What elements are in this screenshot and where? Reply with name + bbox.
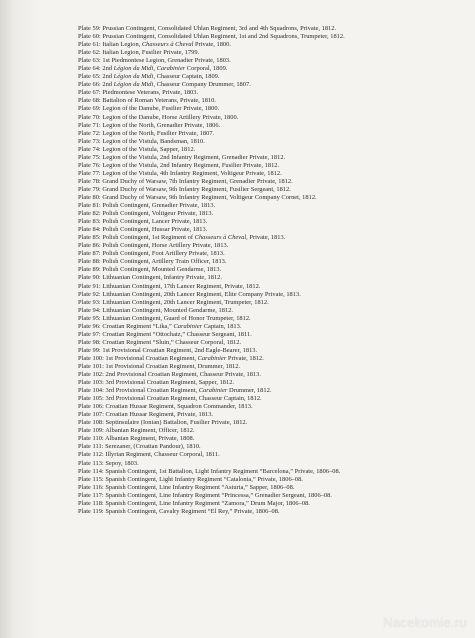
plate-entry (78, 154, 462, 162)
plate-entry (78, 65, 462, 73)
plate-entry (78, 492, 462, 500)
plate-entry (78, 81, 462, 89)
plate-number: Plate 89: (78, 266, 101, 274)
plate-caption-italic: Carabinier (156, 65, 186, 73)
plate-number: Plate 103: (78, 379, 104, 387)
plate-number: Plate 62: (78, 49, 101, 57)
plate-number: Plate 107: (78, 411, 104, 419)
plate-caption: 1st Piedmontese Legion, Grenadier Private, 1803. (100, 57, 231, 65)
plate-caption-italic: Légion du Midi (113, 81, 154, 89)
plate-number: Plate 83: (78, 218, 101, 226)
plate-caption: , Chasseur Company Drummer, 1807. (153, 81, 251, 89)
plate-number: Plate 66: (78, 81, 101, 89)
plate-caption: , Chasseur Captain, 1809. (153, 73, 220, 81)
plate-entry (78, 484, 462, 492)
plate-caption: Grand Duchy of Warsaw, 9th Infantry Regiment, Fusilier Sergeant, 1812. (100, 185, 291, 193)
plate-entry (78, 508, 462, 516)
plate-entry (78, 122, 462, 130)
plate-number: Plate 119: (78, 507, 104, 515)
plate-number: Plate 60: (78, 33, 101, 41)
plate-number: Plate 82: (78, 210, 101, 218)
watermark: Nacekomie.ru (383, 615, 467, 630)
plate-caption: 1st Provisional Croatian Regiment, Drummer, 1812. (103, 362, 241, 370)
plate-entry (78, 291, 462, 299)
plate-number: Plate 113: (78, 459, 104, 467)
plate-caption: 3rd Provisional Croatian Regiment, Chasseur Captain, 1812. (103, 395, 262, 403)
plate-entry (78, 57, 462, 65)
plate-entry (78, 41, 462, 49)
plate-caption: Piedmontese Veterans, Private, 1803. (100, 89, 199, 97)
plate-caption-italic: Légion du Midi (113, 73, 154, 81)
plate-number: Plate 109: (78, 427, 104, 435)
plate-caption: Private, 1800. (193, 41, 231, 49)
plate-caption: Spanish Contingent, Line Infantry Regiment “Asturia,” Sapper, 1806–08. (103, 483, 295, 491)
plate-entry (78, 355, 462, 363)
plate-entry (78, 25, 462, 33)
plate-caption: 1st Provisional Croatian Regiment, 2nd Eagle-Bearer, 1813. (100, 346, 258, 354)
plate-entry (78, 274, 462, 282)
plate-caption: Lithuanian Contingent, Mounted Gendarme, 1812. (100, 306, 234, 314)
plate-entry (78, 105, 462, 113)
plate-entry (78, 138, 462, 146)
plate-caption: 3rd Provisional Croatian Regiment, (103, 387, 199, 395)
plate-caption: Prussian Contingent, Consolidated Uhlan Regiment, 1st and 2nd Squadrons, Trumpeter, 1812. (100, 33, 345, 41)
plate-caption: Drummer, 1812. (227, 387, 272, 395)
plate-entry (78, 250, 462, 258)
plate-number: Plate 92: (78, 290, 101, 298)
plate-entry (78, 347, 462, 355)
plate-entry (78, 435, 462, 443)
plate-caption: Prussian Contingent, Consolidated Uhlan Regiment, 3rd and 4th Squadrons, Private, 1812. (100, 25, 337, 32)
plate-caption: Lithuanian Contingent, Guard of Honor Trumpeter, 1812. (100, 314, 251, 322)
plate-caption: Spanish Contingent, 1st Battalion, Light Infantry Regiment “Barcelona,” Private, 1806–08. (103, 467, 341, 475)
plate-caption-italic: Chasseurs à Cheval (194, 234, 247, 242)
plate-number: Plate 115: (78, 475, 104, 483)
plate-caption: Polish Contingent, Horse Artillery Private, 1813. (100, 242, 229, 250)
plate-caption: 1st Provisional Croatian Regiment, (103, 354, 198, 362)
plate-caption: Legion of the Vistula, 2nd Infantry Regiment, Grenadier Private, 1812. (100, 153, 286, 161)
plate-entry (78, 476, 462, 484)
plate-caption: 2nd (100, 73, 114, 81)
plate-entry (78, 130, 462, 138)
plate-number: Plate 110: (78, 435, 104, 443)
plate-number: Plate 69: (78, 105, 101, 113)
plate-entry (78, 460, 462, 468)
plate-caption: Polish Contingent, 1st Regiment of (100, 234, 195, 242)
plate-caption: Sepoy, 1803. (103, 459, 139, 467)
plate-number: Plate 112: (78, 451, 104, 459)
plate-caption: Corporal, 1809. (185, 65, 228, 73)
plate-entry (78, 315, 462, 323)
plate-entry (78, 331, 462, 339)
plate-caption-italic: Carabinier (173, 322, 203, 330)
plate-caption-italic: Chasseurs à Cheval (141, 41, 194, 49)
plate-caption: Albanian Regiment, Officer, 1812. (103, 427, 195, 435)
plate-entry (78, 419, 462, 427)
plate-number: Plate 93: (78, 298, 101, 306)
plate-caption: Polish Contingent, Lancer Private, 1813. (100, 218, 208, 226)
plate-number: Plate 65: (78, 73, 101, 81)
plate-entry (78, 194, 462, 202)
plate-entry (78, 395, 462, 403)
plate-entry (78, 363, 462, 371)
plate-caption: 2nd (100, 65, 114, 73)
plate-entry (78, 49, 462, 57)
plate-entry (78, 323, 462, 331)
plate-entry (78, 451, 462, 459)
plate-number: Plate 64: (78, 65, 101, 73)
plate-caption: Serezaner, (Croatian Pandour), 1810. (103, 443, 201, 451)
plate-number: Plate 108: (78, 419, 104, 427)
plate-number: Plate 63: (78, 57, 101, 65)
plate-number: Plate 67: (78, 89, 101, 97)
plate-entry (78, 186, 462, 194)
plate-entry (78, 242, 462, 250)
plate-number: Plate 71: (78, 121, 101, 129)
plate-number: Plate 105: (78, 395, 104, 403)
plate-caption: Legion of the Danube, Horse Artillery Private, 1800. (100, 113, 239, 121)
plate-caption: Lithuanian Contingent, 17th Lancer Regiment, Private, 1812. (100, 282, 261, 290)
plate-number: Plate 102: (78, 371, 104, 379)
plate-entry (78, 73, 462, 81)
plate-number: Plate 104: (78, 387, 104, 395)
plate-number: Plate 100: (78, 354, 104, 362)
plate-caption: Spanish Contingent, Cavalry Regiment “El Rey,” Private, 1806–08. (103, 507, 280, 515)
plate-caption-italic: Carabinier (197, 354, 227, 362)
plate-caption: Polish Contingent, Mounted Gendarme, 1813. (100, 266, 222, 274)
plate-entry (78, 283, 462, 291)
plate-list (78, 25, 462, 516)
plate-number: Plate 85: (78, 234, 101, 242)
plate-number: Plate 88: (78, 258, 101, 266)
plate-caption: Croatian Hussar Regiment, Squadron Commander, 1813. (103, 403, 253, 411)
plate-caption: Albanian Regiment, Private, 1808. (103, 435, 195, 443)
plate-caption: Polish Contingent, Voltigeur Private, 1813. (100, 210, 214, 218)
plate-caption: Legion of the Vistula, 4th Infantry Regiment, Voltigeur Private, 1812. (100, 169, 282, 177)
plate-number: Plate 99: (78, 346, 101, 354)
plate-entry (78, 33, 462, 41)
plate-number: Plate 84: (78, 226, 101, 234)
plate-number: Plate 77: (78, 169, 101, 177)
plate-caption: Polish Contingent, Artillery Train Officer, 1813. (100, 258, 227, 266)
plate-number: Plate 111: (78, 443, 104, 451)
plate-caption: Septinsulaire (Ionian) Battalion, Fusilier Private, 1812. (103, 419, 248, 427)
plate-entry (78, 387, 462, 395)
plate-number: Plate 97: (78, 330, 101, 338)
plate-caption: , Private, 1813. (246, 234, 286, 242)
plate-number: Plate 94: (78, 306, 101, 314)
plate-caption: Legion of the Vistula, Bandsman, 1810. (100, 137, 205, 145)
plate-caption: 3rd Provisional Croatian Regiment, Sapper, 1812. (103, 379, 235, 387)
plate-entry (78, 339, 462, 347)
plate-caption: Legion of the North, Grenadier Private, 1806. (100, 121, 221, 129)
plate-caption: Grand Duchy of Warsaw, 9th Infantry Regiment, Voltigeur Company Cornet, 1812. (100, 193, 317, 201)
plate-number: Plate 68: (78, 97, 101, 105)
plate-entry (78, 379, 462, 387)
plate-entry (78, 162, 462, 170)
plate-number: Plate 61: (78, 41, 101, 49)
plate-number: Plate 70: (78, 113, 101, 121)
plate-entry (78, 89, 462, 97)
plate-caption: Italian Legion, Fusilier Private, 1799. (100, 49, 200, 57)
plate-number: Plate 91: (78, 282, 101, 290)
plate-entry (78, 403, 462, 411)
plate-number: Plate 76: (78, 161, 101, 169)
plate-entry (78, 226, 462, 234)
plate-number: Plate 73: (78, 137, 101, 145)
plate-caption: 2nd Provisional Croatian Regiment, Chasseur Private, 1813. (103, 371, 261, 379)
plate-number: Plate 116: (78, 483, 104, 491)
plate-entry (78, 114, 462, 122)
plate-caption: Croatian Regiment “Lika,” (100, 322, 174, 330)
plate-caption: Croatian Regiment “Ottochatz,” Chasseur Sergeant, 1811. (100, 330, 252, 338)
plate-entry (78, 210, 462, 218)
plate-caption: Captain, 1813. (202, 322, 242, 330)
plate-caption: Legion of the North, Fusilier Private, 1807. (100, 129, 215, 137)
plate-number: Plate 75: (78, 153, 101, 161)
plate-caption: Grand Duchy of Warsaw, 7th Infantry Regiment, Grenadier Private, 1812. (100, 177, 293, 185)
plate-entry (78, 371, 462, 379)
plate-caption: Lithuanian Contingent, 20th Lancer Regiment, Trumpeter, 1812. (100, 298, 269, 306)
plate-entry (78, 468, 462, 476)
plate-entry (78, 202, 462, 210)
plate-number: Plate 106: (78, 403, 104, 411)
plate-number: Plate 101: (78, 362, 104, 370)
plate-caption: Polish Contingent, Hussar Private, 1813. (100, 226, 208, 234)
plate-entry (78, 170, 462, 178)
plate-number: Plate 96: (78, 322, 101, 330)
plate-number: Plate 114: (78, 467, 104, 475)
plate-entry (78, 299, 462, 307)
plate-entry (78, 500, 462, 508)
plate-caption: Croatian Hussar Regiment, Private, 1813. (103, 411, 214, 419)
plate-entry (78, 258, 462, 266)
plate-caption: Italian Legion, (100, 41, 142, 49)
plate-entry (78, 178, 462, 186)
plate-caption: Battalion of Roman Veterans, Private, 1810. (100, 97, 216, 105)
plate-caption: 2nd (100, 81, 114, 89)
plate-entry (78, 443, 462, 451)
plate-entry (78, 307, 462, 315)
plate-number: Plate 80: (78, 193, 101, 201)
plate-entry (78, 427, 462, 435)
plate-number: Plate 74: (78, 145, 101, 153)
plate-entry (78, 97, 462, 105)
plate-caption-italic: Légion du Midi (113, 65, 154, 73)
plate-caption-italic: Carabinier (198, 387, 228, 395)
plate-caption: Illyrian Regiment, Chasseur Corporal, 1811. (103, 451, 220, 459)
plate-caption: Spanish Contingent, Light Infantry Regiment “Catalonia,” Private, 1806–08. (103, 475, 303, 483)
plate-number: Plate 78: (78, 177, 101, 185)
plate-caption: Legion of the Vistula, 2nd Infantry Regiment, Fusilier Private, 1812. (100, 161, 280, 169)
plate-entry (78, 218, 462, 226)
plate-number: Plate 72: (78, 129, 101, 137)
plate-number: Plate 86: (78, 242, 101, 250)
plate-caption: Polish Contingent, Foot Artillery Private, 1813. (100, 250, 225, 258)
plate-caption: Legion of the Danube, Fusilier Private, 1800. (100, 105, 220, 113)
plate-caption: Spanish Contingent, Line Infantry Regiment “Zamora,” Drum Major, 1806–08. (103, 499, 310, 507)
plate-caption: , (153, 65, 157, 73)
plate-number: Plate 79: (78, 185, 101, 193)
plate-entry (78, 234, 462, 242)
plate-number: Plate 90: (78, 274, 101, 282)
plate-number: Plate 87: (78, 250, 101, 258)
plate-number: Plate 81: (78, 202, 101, 210)
plate-number: Plate 117: (78, 491, 104, 499)
plate-number: Plate 95: (78, 314, 101, 322)
plate-caption: Polish Contingent, Grenadier Private, 1813. (100, 202, 216, 210)
plate-number: Plate 98: (78, 338, 101, 346)
plate-caption: Lithuanian Contingent, 20th Lancer Regiment, Elite Company Private, 1813. (100, 290, 301, 298)
plate-caption: Private, 1812. (226, 354, 264, 362)
plate-caption: Spanish Contingent, Line Infantry Regiment “Princessa,” Grenadier Sergeant, 1806–08. (103, 491, 332, 499)
plate-entry (78, 146, 462, 154)
plate-number: Plate 118: (78, 499, 104, 507)
plate-number: Plate 59: (78, 25, 101, 32)
plate-entry (78, 266, 462, 274)
plate-caption: Croatian Regiment “Sluin,” Chasseur Corporal, 1812. (100, 338, 242, 346)
plate-entry (78, 411, 462, 419)
plate-caption: Lithuanian Contingent, Infantry Private, 1812. (100, 274, 223, 282)
plate-caption: Legion of the Vistula, Sapper, 1812. (100, 145, 196, 153)
